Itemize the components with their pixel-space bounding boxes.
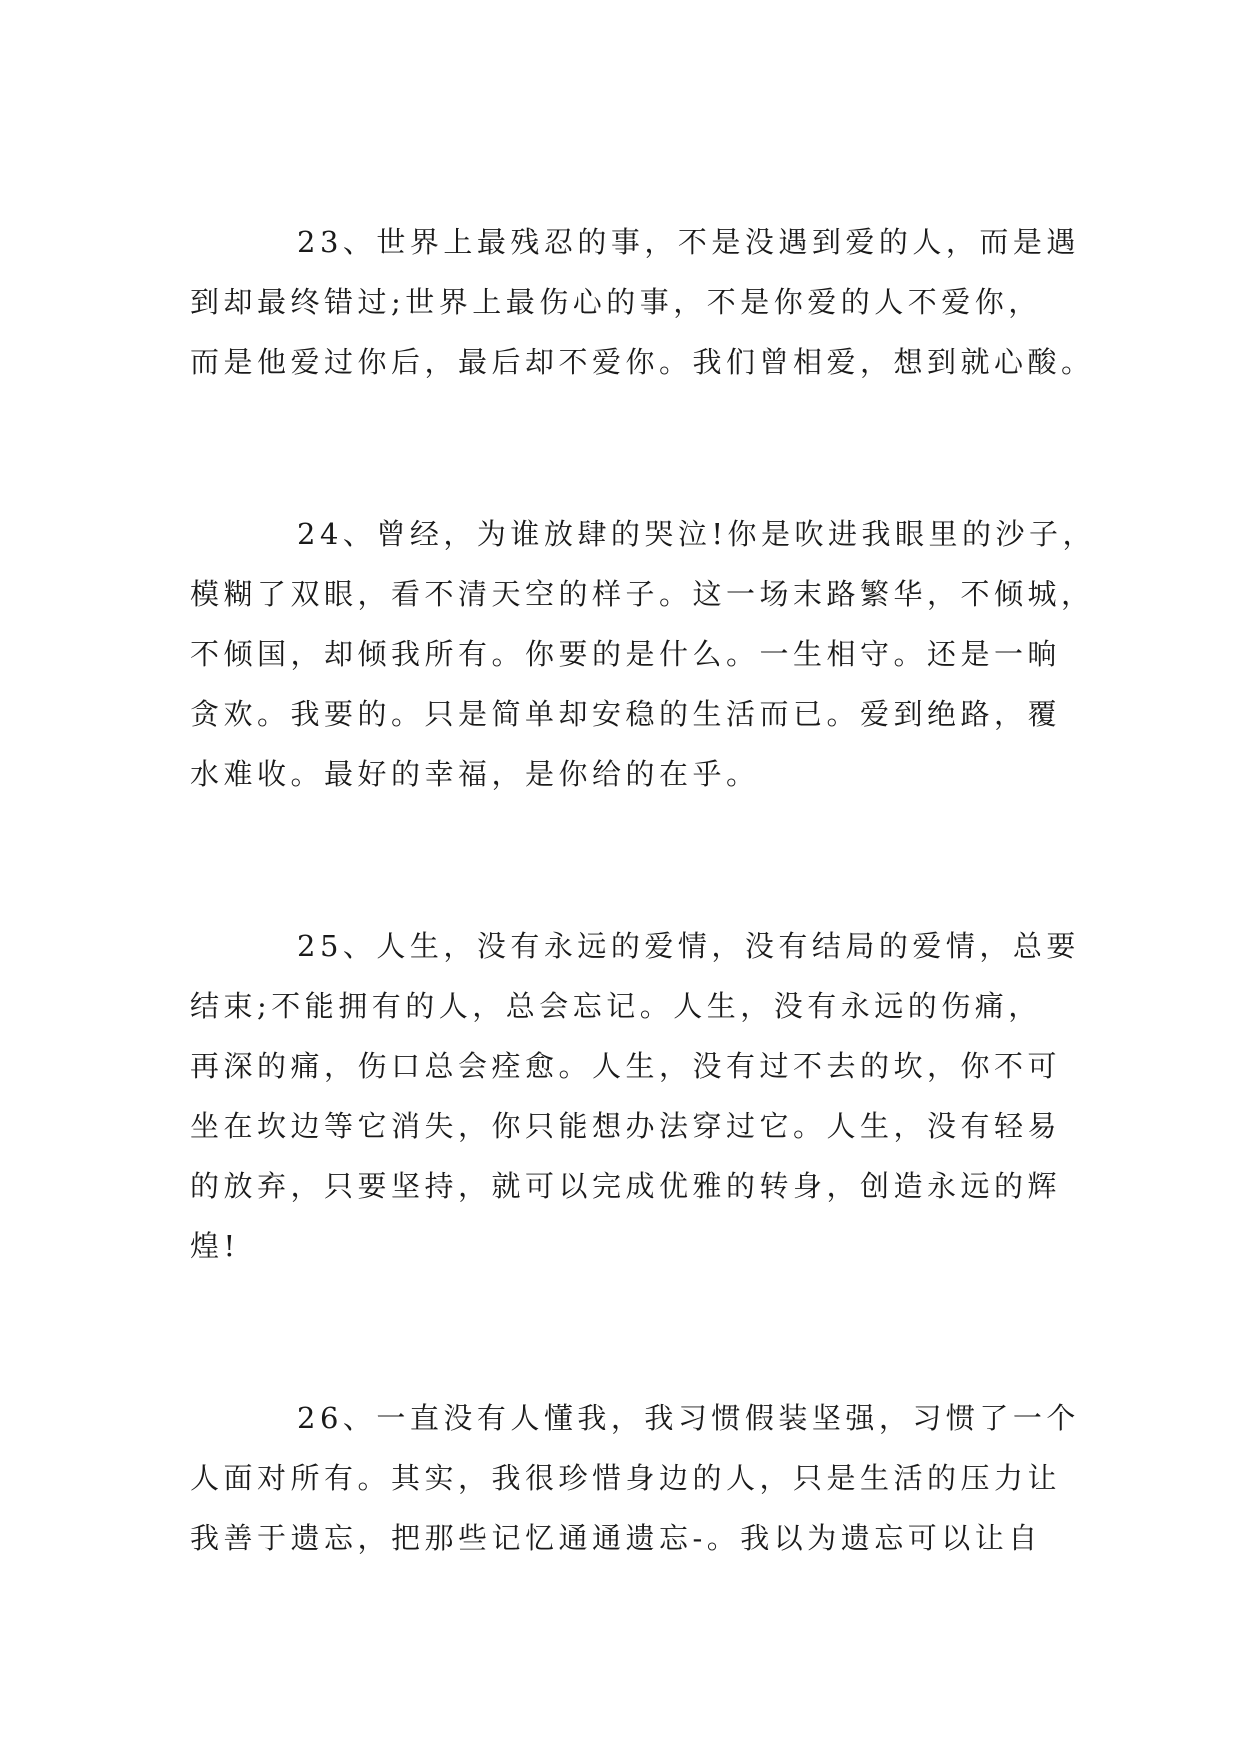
paragraph-line: 贪欢。我要的。只是简单却安稳的生活而已。爱到绝路，覆	[190, 697, 1062, 731]
paragraph-line: 人面对所有。其实，我很珍惜身边的人，只是生活的压力让	[190, 1461, 1062, 1495]
paragraph-line: 水难收。最好的幸福，是你给的在乎。	[190, 757, 760, 791]
paragraph-line: 煌!	[190, 1229, 240, 1263]
paragraph-line: 26、一直没有人懂我，我习惯假装坚强，习惯了一个	[297, 1401, 1080, 1435]
paragraph-line: 我善于遗忘，把那些记忆通通遗忘-。我以为遗忘可以让自	[190, 1521, 1042, 1555]
paragraph-line: 模糊了双眼，看不清天空的样子。这一场末路繁华，不倾城，	[190, 577, 1095, 611]
paragraph-line: 23、世界上最残忍的事，不是没遇到爱的人，而是遇	[297, 225, 1080, 259]
paragraph-line: 24、曾经，为谁放肆的哭泣!你是吹进我眼里的沙子，	[297, 517, 1097, 551]
paragraph-line: 25、人生，没有永远的爱情，没有结局的爱情，总要	[297, 929, 1080, 963]
paragraph-line: 结束;不能拥有的人，总会忘记。人生，没有永远的伤痛，	[190, 989, 1042, 1023]
paragraph-line: 到却最终错过;世界上最伤心的事，不是你爱的人不爱你，	[190, 285, 1042, 319]
paragraph-line: 而是他爱过你后，最后却不爱你。我们曾相爱，想到就心酸。	[190, 345, 1095, 379]
paragraph-line: 再深的痛，伤口总会痊愈。人生，没有过不去的坎，你不可	[190, 1049, 1062, 1083]
paragraph-line: 坐在坎边等它消失，你只能想办法穿过它。人生，没有轻易	[190, 1109, 1062, 1143]
paragraph-line: 不倾国，却倾我所有。你要的是什么。一生相守。还是一晌	[190, 637, 1062, 671]
paragraph-line: 的放弃，只要坚持，就可以完成优雅的转身，创造永远的辉	[190, 1169, 1062, 1203]
